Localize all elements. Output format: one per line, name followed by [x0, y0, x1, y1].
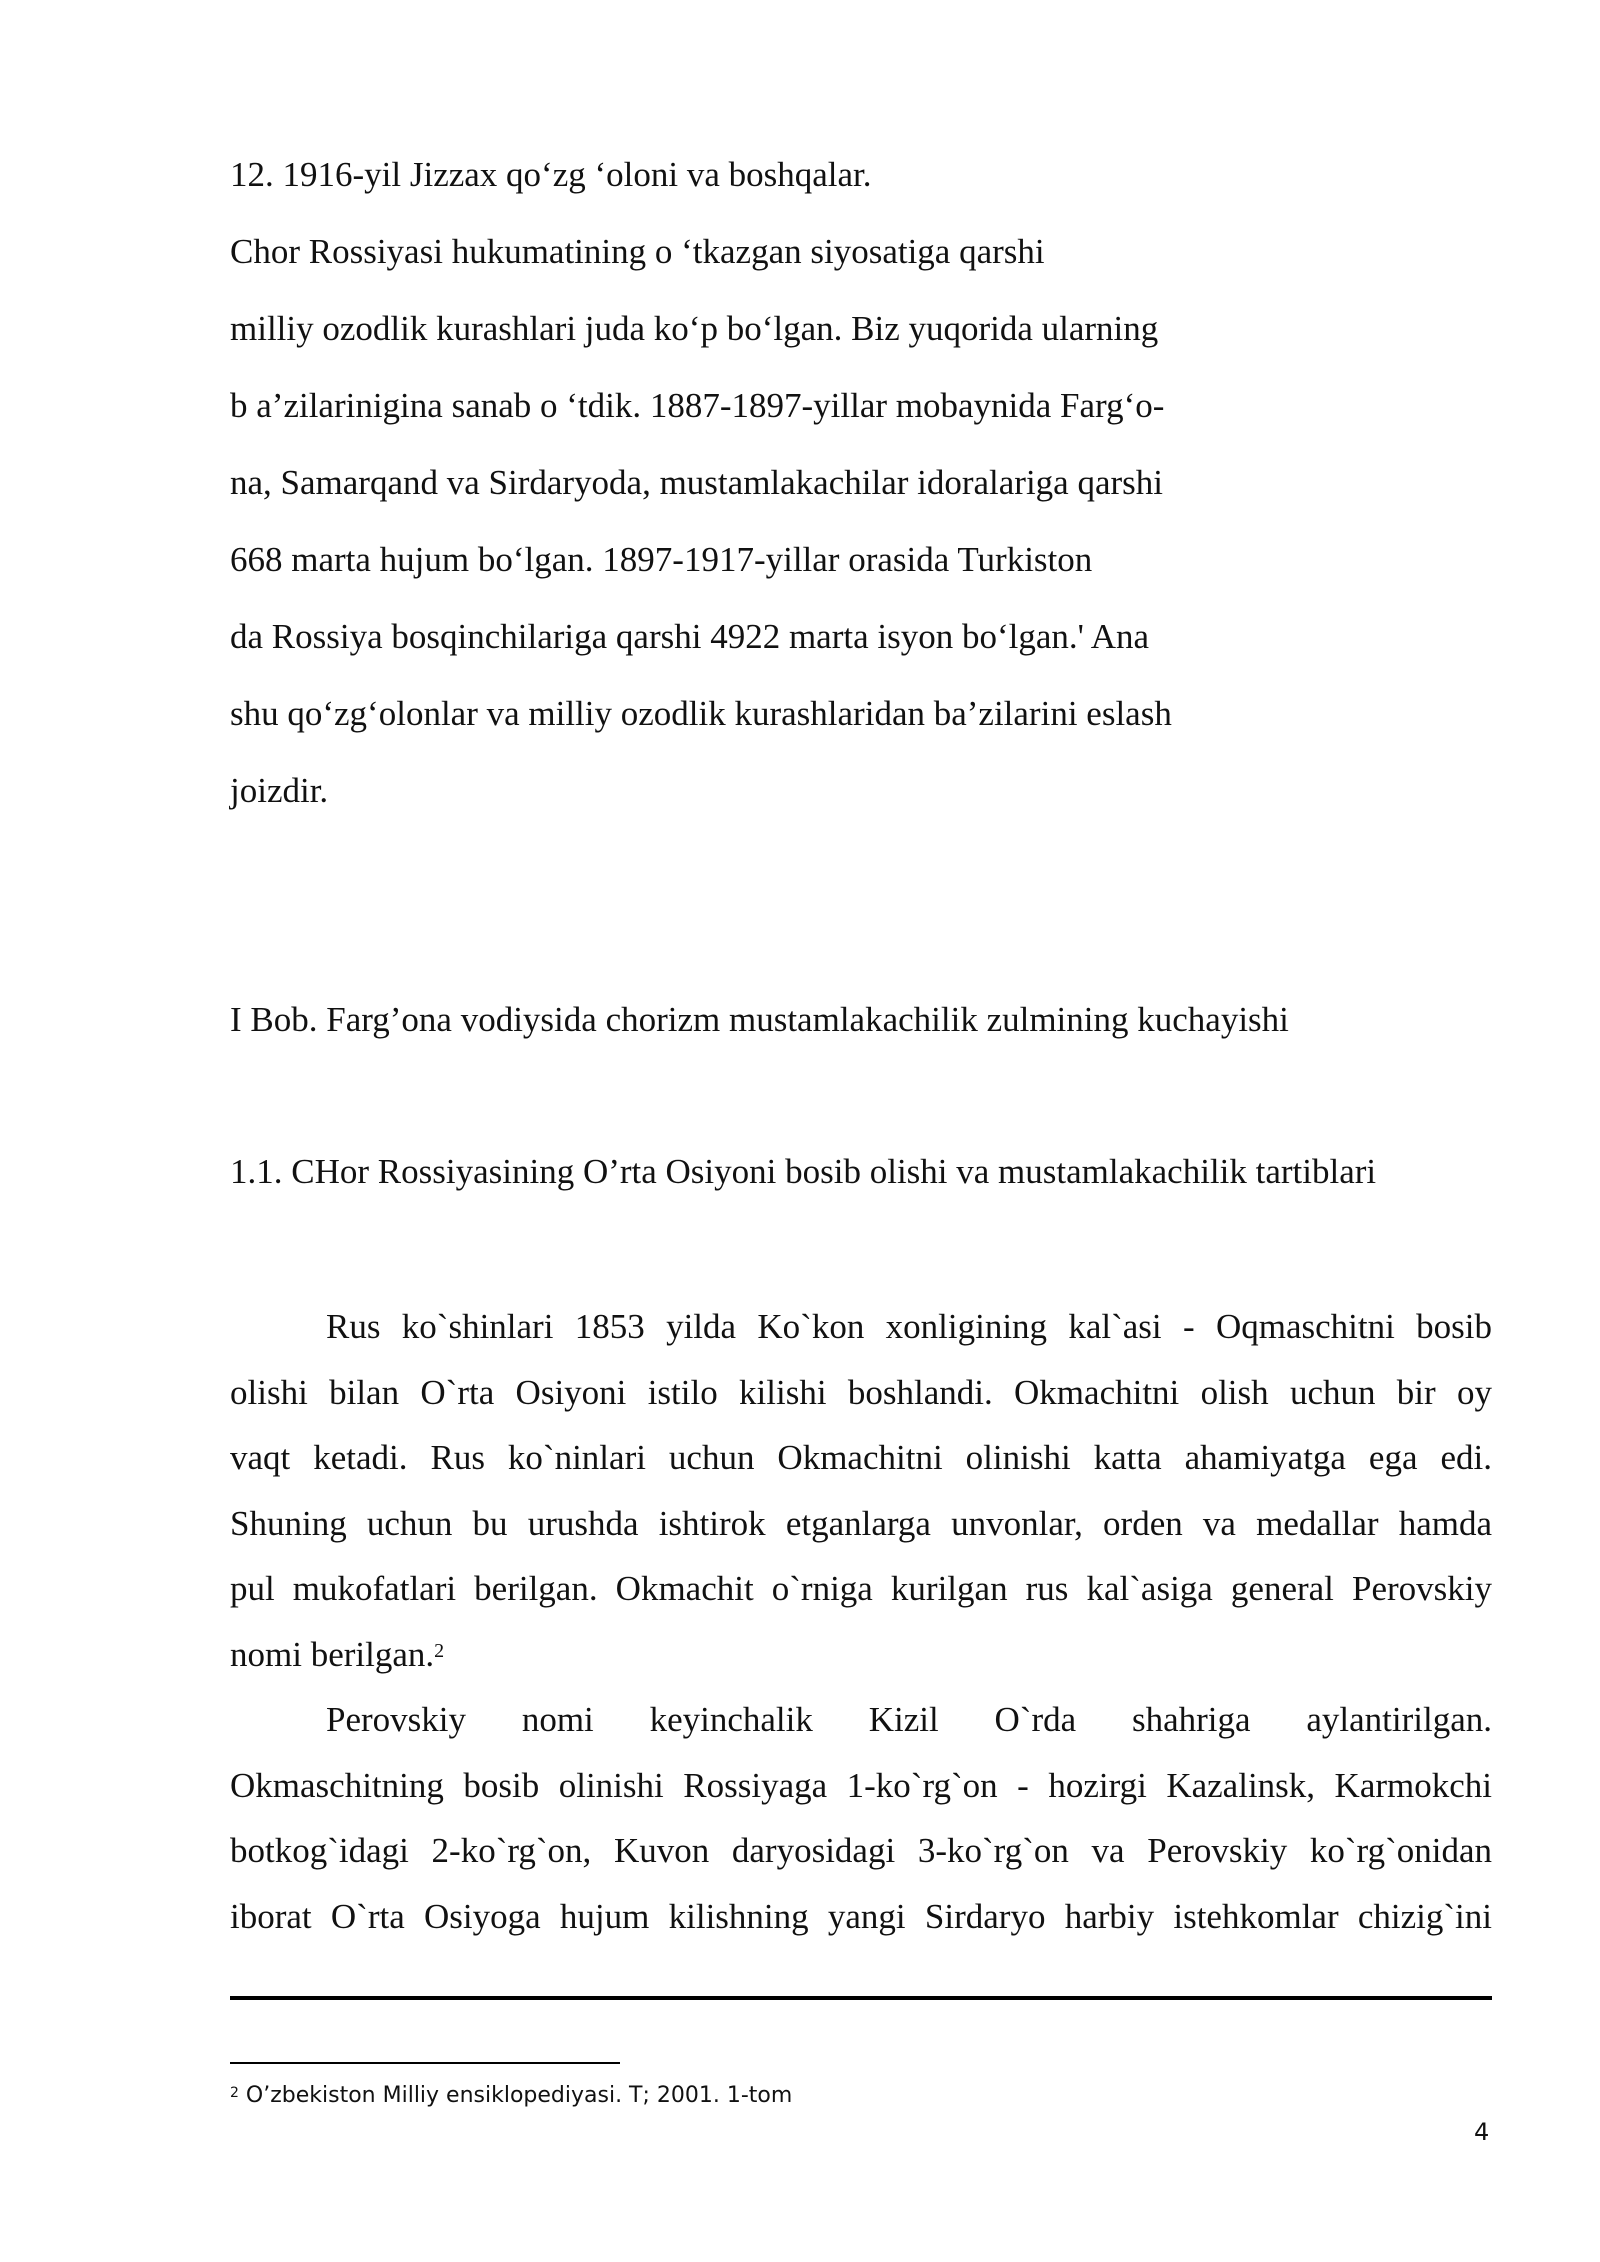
page-number: 4	[1474, 2118, 1490, 2146]
paragraph-line: Rus ko`shinlari 1853 yilda Ko`kon xonligining kal`asi - Oqmaschitni bosib	[326, 1307, 1492, 1346]
chapter-title: I Bob. Farg’ona vodiysida chorizm mustamlakachilik zulmining kuchayishi	[230, 1000, 1289, 1039]
intro-line: na, Samarqand va Sirdaryoda, mustamlakachilar idoralariga qarshi	[230, 463, 1164, 502]
paragraph-line: Shuning uchun bu urushda ishtirok etganlarga unvonlar, orden va medallar hamda	[230, 1504, 1492, 1543]
heading-item: 12. 1916-yil Jizzax qo‘zg ‘oloni va boshqalar.	[230, 155, 872, 194]
intro-line: da Rossiya bosqinchilariga qarshi 4922 marta isyon bo‘lgan.' Ana	[230, 617, 1150, 656]
paragraph-last-line	[230, 1635, 444, 1675]
footnote-reference[interactable]: 2	[434, 1640, 445, 1662]
text-end-rule	[230, 1996, 1492, 2000]
paragraph-line: pul mukofatlari berilgan. Okmachit o`rniga kurilgan rus kal`asiga general Perovskiy	[230, 1569, 1492, 1608]
paragraph-line: Perovskiy nomi keyinchalik Kizil O`rda shahriga aylantirilgan.	[326, 1700, 1492, 1739]
intro-line: 668 marta hujum bo‘lgan. 1897-1917-yillar orasida Turkiston	[230, 540, 1093, 579]
intro-line: joizdir.	[230, 771, 329, 810]
paragraph-line: botkog`idagi 2-ko`rg`on, Kuvon daryosidagi 3-ko`rg`on va Perovskiy ko`rg`onidan	[230, 1831, 1492, 1870]
section-title: 1.1. CHor Rossiyasining O’rta Osiyoni bosib olishi va mustamlakachilik tartiblari	[230, 1152, 1377, 1191]
footnote	[230, 2082, 792, 2110]
intro-line: milliy ozodlik kurashlari juda ko‘p bo‘lgan. Biz yuqorida ularning	[230, 309, 1159, 348]
paragraph-line: Okmaschitning bosib olinishi Rossiyaga 1-ko`rg`on - hozirgi Kazalinsk, Karmokchi	[230, 1766, 1492, 1805]
footnote-text: O’zbekiston Milliy ensiklopediyasi. T; 2001. 1-tom	[238, 2083, 793, 2108]
footnote-separator	[230, 2062, 620, 2064]
paragraph-last-line-text: nomi berilgan.	[230, 1635, 435, 1674]
paragraph-line: iborat O`rta Osiyoga hujum kilishning yangi Sirdaryo harbiy istehkomlar chizig`ini	[230, 1897, 1492, 1936]
intro-line: shu qo‘zg‘olonlar va milliy ozodlik kurashlaridan ba’zilarini eslash	[230, 694, 1172, 733]
footnote-number: 2	[230, 2085, 239, 2101]
intro-line: b a’zilarinigina sanab o ‘tdik. 1887-1897-yillar mobaynida Farg‘o-	[230, 386, 1165, 425]
paragraph-line: vaqt ketadi. Rus ko`ninlari uchun Okmachitni olinishi katta ahamiyatga ega edi.	[230, 1438, 1492, 1477]
paragraph-line: olishi bilan O`rta Osiyoni istilo kilishi boshlandi. Okmachitni olish uchun bir oy	[230, 1373, 1492, 1412]
intro-line: Chor Rossiyasi hukumatining o ‘tkazgan siyosatiga qarshi	[230, 232, 1045, 271]
